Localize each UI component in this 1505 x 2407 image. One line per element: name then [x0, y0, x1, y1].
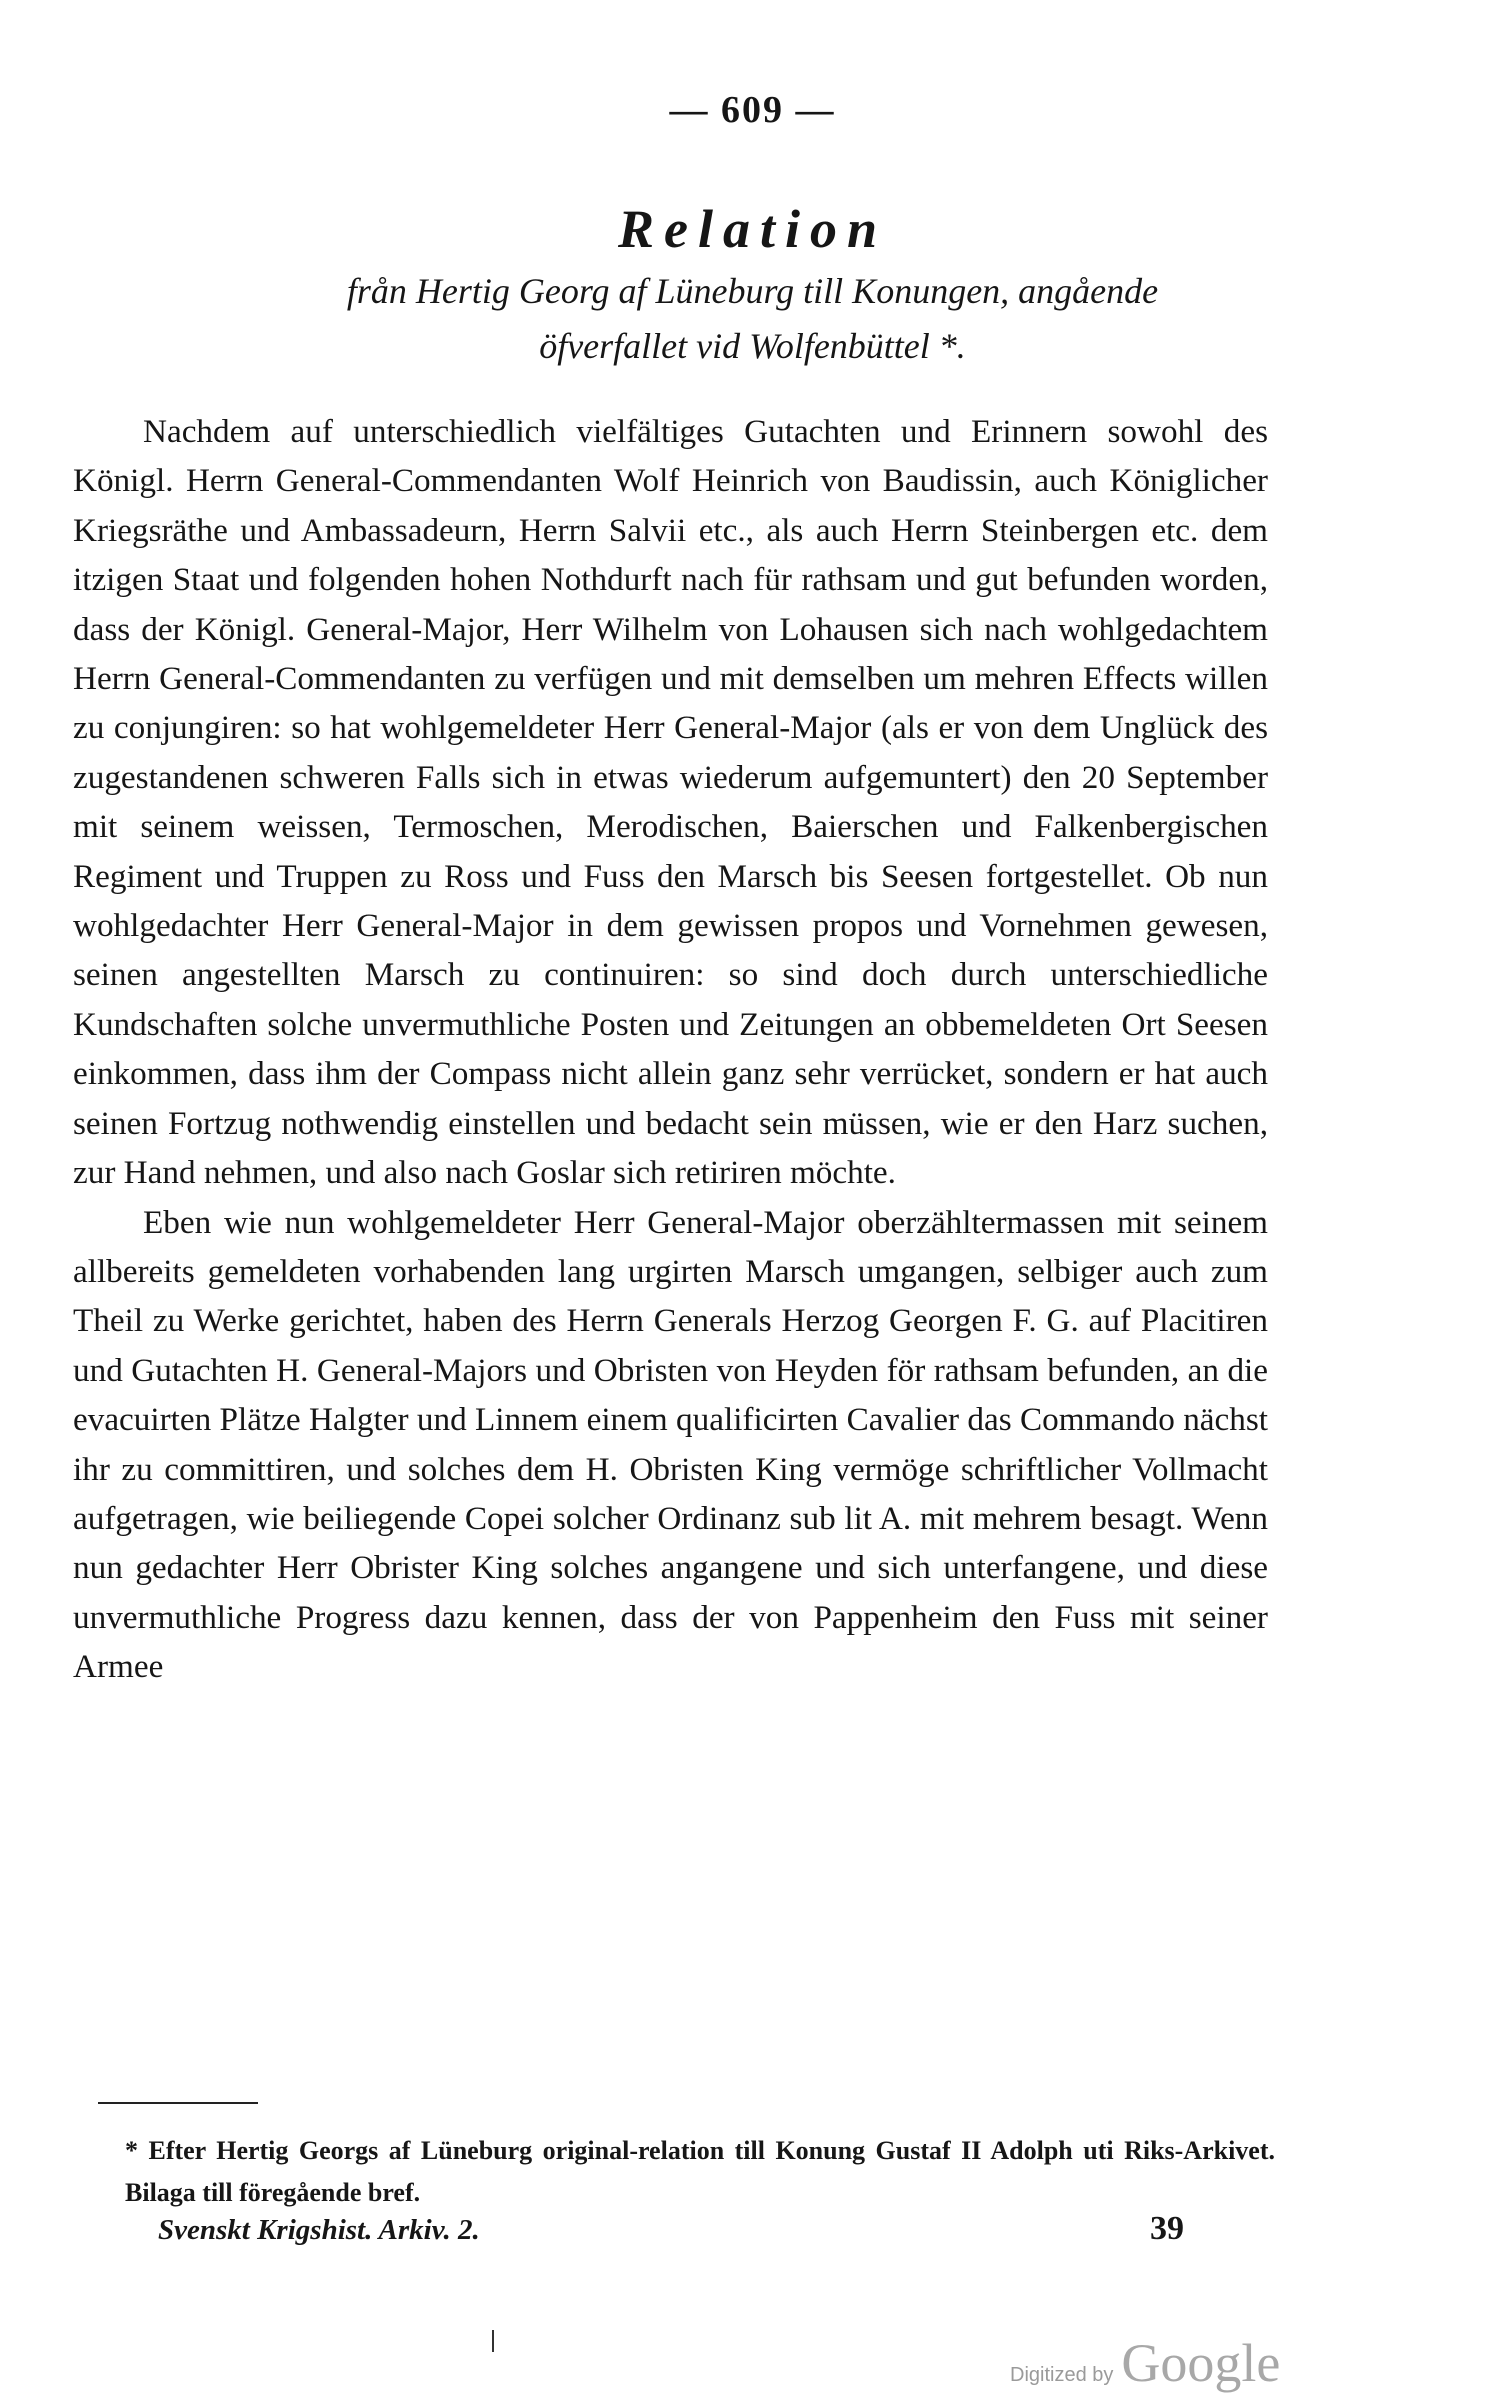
footnote: * Efter Hertig Georgs af Lüneburg original-relation till Konung Gustaf II Adolph uti Riks-Arkivet. Bilaga till föregående bref. [125, 2136, 1275, 2207]
digitized-watermark [1010, 2332, 1280, 2394]
footnote-divider [98, 2102, 258, 2104]
document-subtitle-line2: öfverfallet vid Wolfenbüttel *. [539, 326, 966, 366]
paragraph-1: Nachdem auf unterschiedlich vielfältiges Gutachten und Erinnern sowohl des Königl. Herrn General-Commendanten Wolf Heinrich von Baudissin, auch Königlicher Kriegsräthe und Ambassadeurn, Herrn Salvii etc., als auch Herrn Steinbergen etc. dem itzigen Staat und folgenden hohen Nothdurft nach für rathsam und gut befunden worden, dass der Königl. General-Major, Herr Wilhelm von Lohausen sich nach wohlgedachtem Herrn General-Commendanten zu verfügen und mit demselben um mehren Effects willen zu conjungiren: so hat wohlgemeldeter Herr General-Major (als er von dem Unglück des zugestandenen schweren Falls sich in etwas wiederum aufgemuntert) den 20 September mit seinem weissen, Termoschen, Merodischen, Baierschen und Falkenbergischen Regiment und Truppen zu Ross und Fuss den Marsch bis Seesen fortgestellet. Ob nun wohlgedachter Herr General-Major in dem gewissen propos und Vornehmen gewesen, seinen angestellten Marsch zu continuiren: so sind doch durch unterschiedliche Kundschaften solche unvermuthliche Posten und Zeitungen an obbemeldeten Ort Seesen einkommen, dass ihm der Compass nicht allein ganz sehr verrücket, sondern er hat auch seinen Fortzug nothwendig einstellen und bedacht sein müssen, wie er den Harz suchen, zur Hand nehmen, und also nach Goslar sich retiriren möchte. [73, 413, 1268, 1192]
signature-line: Svenskt Krigshist. Arkiv. 2. [158, 2214, 480, 2246]
google-logo: Google [1121, 2333, 1281, 2393]
document-title: Relation [617, 199, 888, 259]
document-subtitle-line1: från Hertig Georg af Lüneburg till Konungen, angående [346, 271, 1159, 311]
body-text [73, 407, 1268, 1692]
page-number: — 609 — [669, 89, 836, 131]
paragraph-2: Eben wie nun wohlgemeldeter Herr General-Major oberzähltermassen mit seinem allbereits gemeldeten vorhabenden lang urgirten Marsch umgangen, selbiger auch zum Theil zu Werke gerichtet, haben des Herrn Generals Herzog Georgen F. G. auf Placitiren und Gutachten H. General-Majors und Obristen von Heyden för rathsam befunden, an die evacuirten Plätze Halgter und Linnem einem qualificirten Cavalier das Commando nächst ihr zu committiren, und solches dem H. Obristen King vermöge schriftlicher Vollmacht aufgetragen, wie beiliegende Copei solcher Ordinanz sub lit A. mit mehrem besagt. Wenn nun gedachter Herr Obrister King solches angangene und sich unterfangene, und diese unvermuthliche Progress dazu kennen, dass der von Pappenheim den Fuss mit seiner Armee [73, 1203, 1268, 1686]
print-mark [492, 2330, 494, 2352]
sheet-number: 39 [1150, 2210, 1184, 2247]
digitized-by-label: Digitized by [1010, 2364, 1114, 2386]
